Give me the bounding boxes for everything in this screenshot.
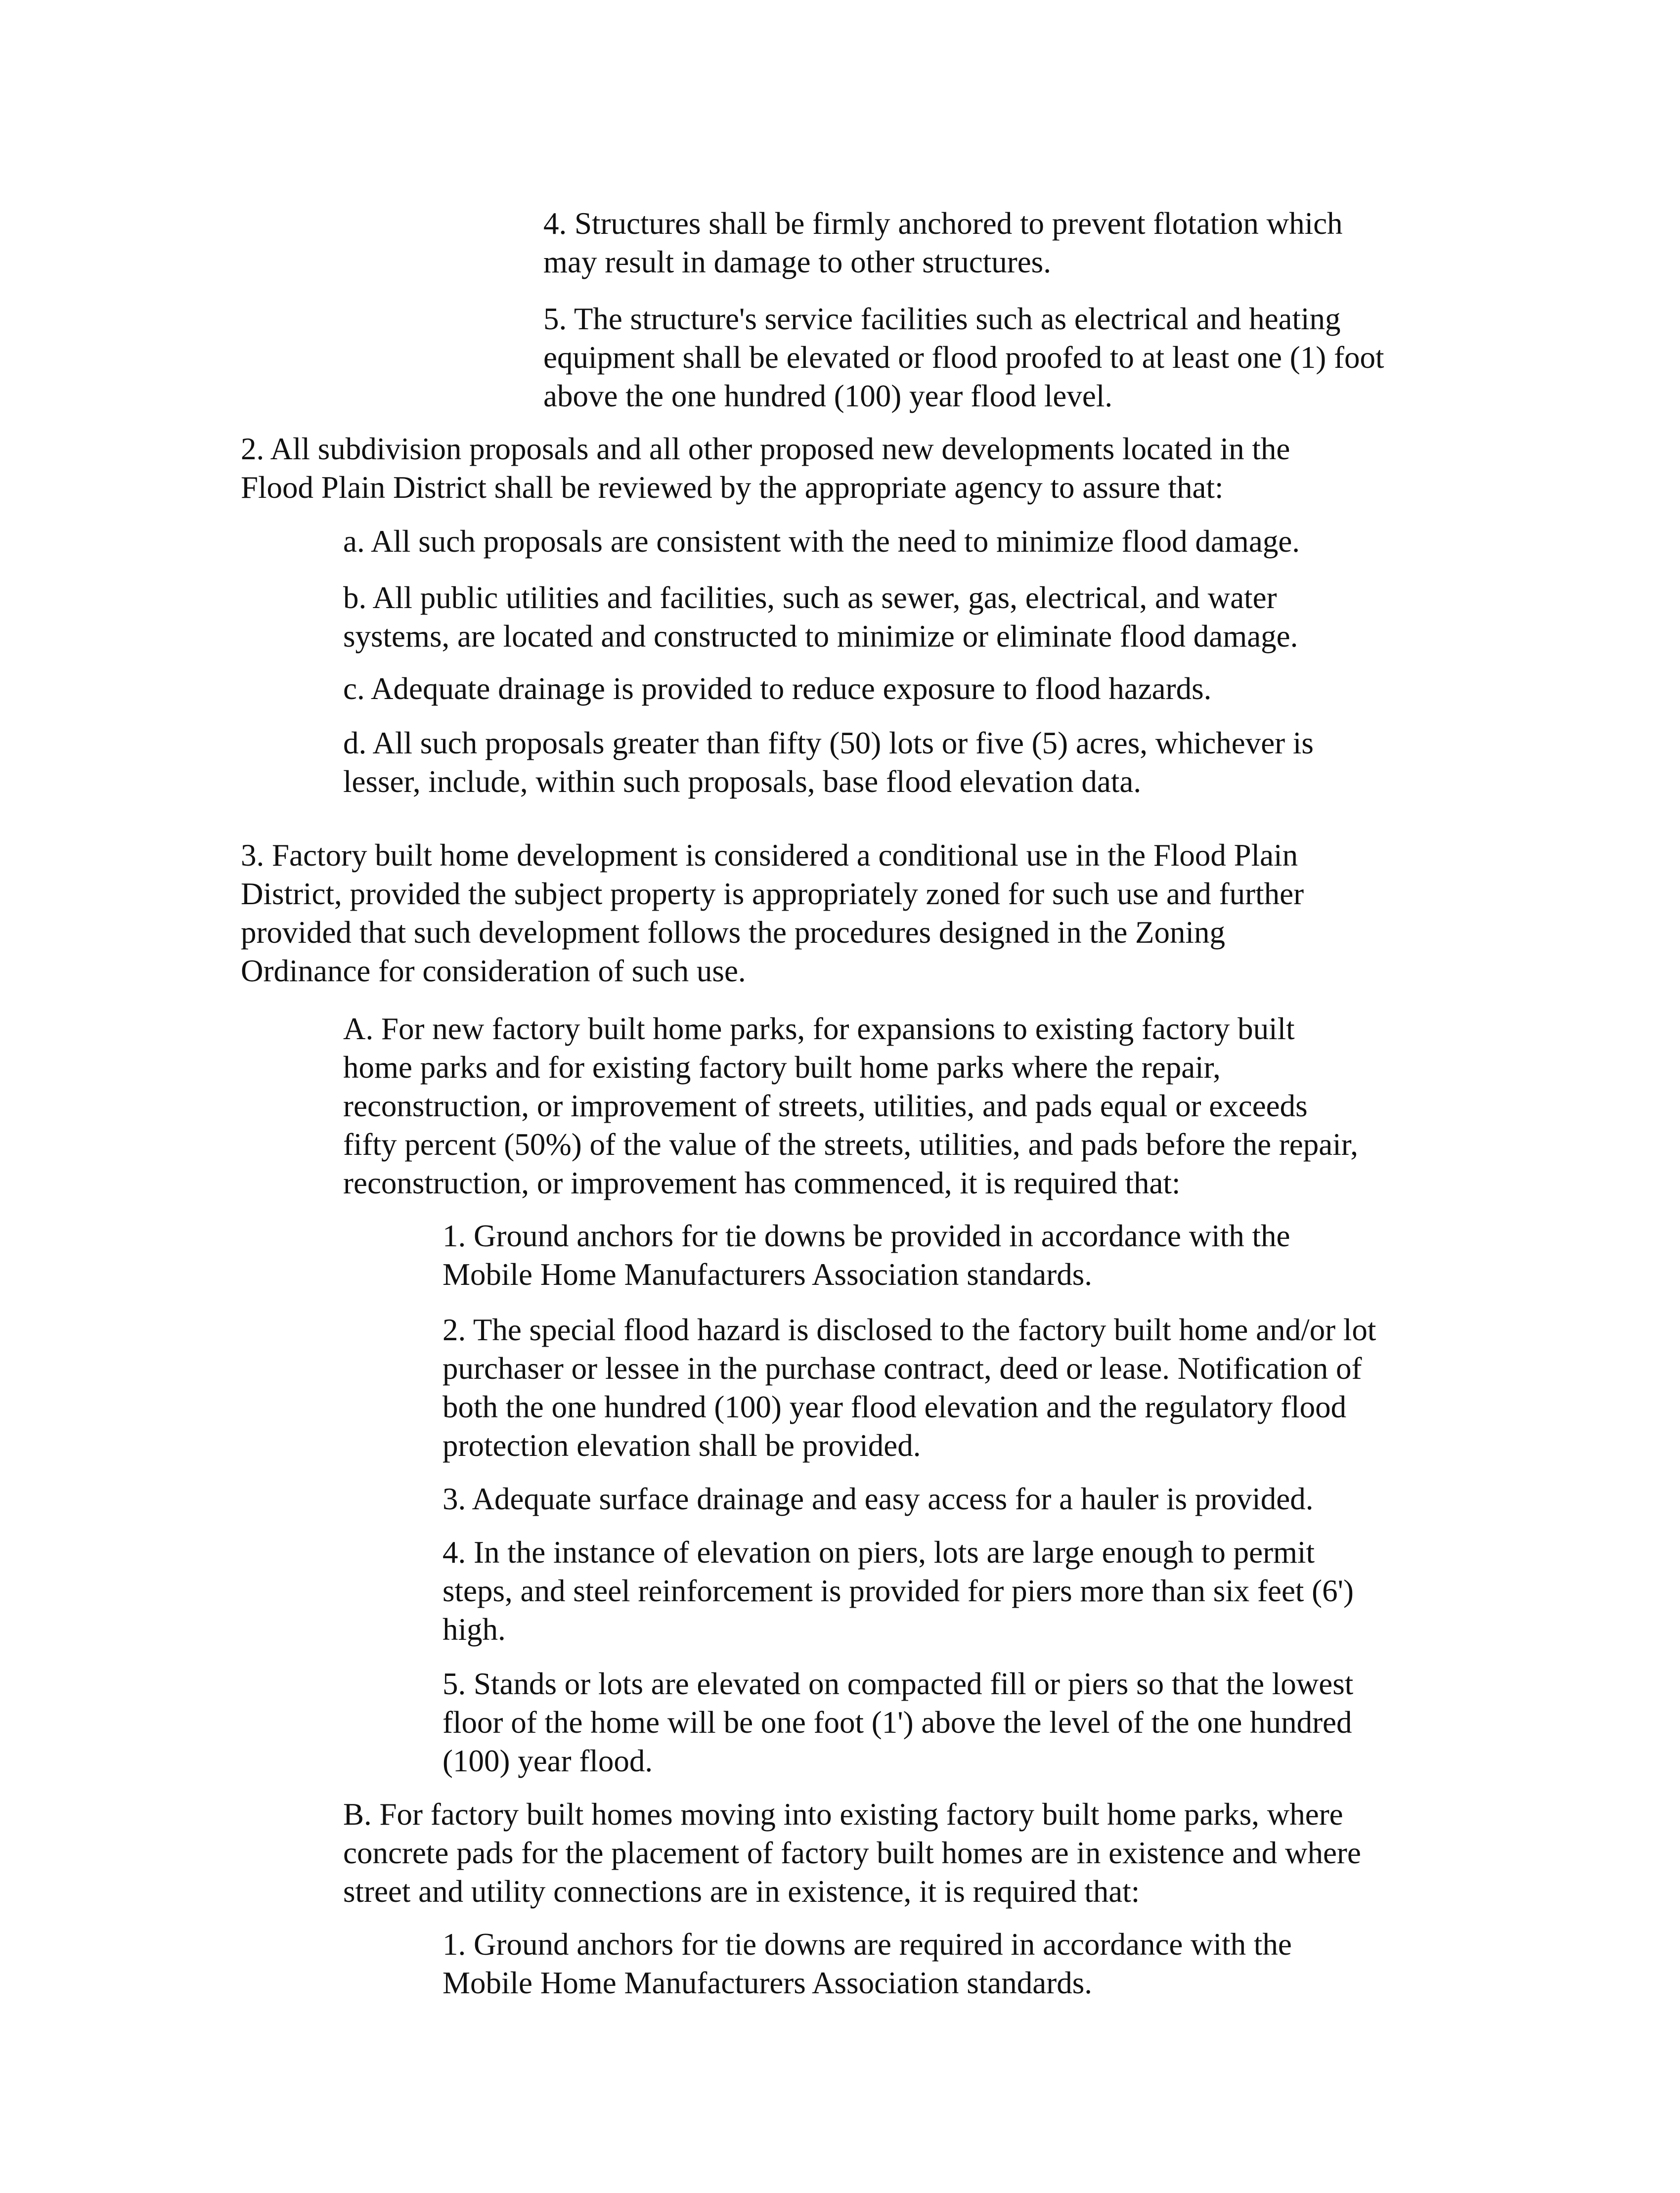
item-A-new-parks (343, 1009, 1358, 1202)
text-line: Flood Plain District shall be reviewed by the appropriate agency to assure that: (241, 470, 1224, 505)
item-A2-flood-hazard-disclosure (442, 1311, 1376, 1465)
text-line: 3. Factory built home development is considered a conditional use in the Flood Plain (241, 838, 1298, 873)
text-line: a. All such proposals are consistent with the need to minimize flood damage. (343, 524, 1300, 559)
text-line: b. All public utilities and facilities, such as sewer, gas, electrical, and water (343, 580, 1277, 615)
text-line: 5. Stands or lots are elevated on compacted fill or piers so that the lowest (442, 1667, 1354, 1701)
text-line: equipment shall be elevated or flood proofed to at least one (1) foot (543, 340, 1384, 375)
text-line: 1. Ground anchors for tie downs are required in accordance with the (442, 1927, 1292, 1962)
item-A1-ground-anchors (442, 1217, 1290, 1294)
text-line: 2. All subdivision proposals and all other proposed new developments located in the (241, 432, 1290, 466)
text-line: home parks and for existing factory built home parks where the repair, (343, 1050, 1221, 1085)
item-d-elevation-data (343, 724, 1314, 801)
text-line: 2. The special flood hazard is disclosed to the factory built home and/or lot (442, 1313, 1376, 1347)
text-line: above the one hundred (100) year flood level. (543, 379, 1113, 413)
text-line: protection elevation shall be provided. (442, 1428, 921, 1463)
text-line: B. For factory built homes moving into existing factory built home parks, where (343, 1797, 1343, 1832)
section-3-factory-built-homes (241, 836, 1304, 990)
text-line: steps, and steel reinforcement is provided for piers more than six feet (6') (442, 1574, 1354, 1608)
section-2-subdivision-proposals (241, 430, 1290, 507)
text-line: Ordinance for consideration of such use. (241, 954, 746, 988)
text-line: systems, are located and constructed to minimize or eliminate flood damage. (343, 619, 1298, 654)
text-line: reconstruction, or improvement of streets, utilities, and pads equal or exceeds (343, 1089, 1308, 1123)
text-line: provided that such development follows the procedures designed in the Zoning (241, 915, 1226, 950)
item-4-structures-anchored (543, 204, 1343, 281)
text-line: d. All such proposals greater than fifty (50) lots or five (5) acres, whichever is (343, 726, 1314, 760)
text-line: c. Adequate drainage is provided to reduce exposure to flood hazards. (343, 671, 1212, 706)
text-line: purchaser or lessee in the purchase contract, deed or lease. Notification of (442, 1351, 1362, 1386)
item-c-drainage (343, 669, 1211, 708)
text-line: Mobile Home Manufacturers Association standards. (442, 1966, 1092, 2000)
item-a-minimize-damage (343, 522, 1300, 561)
item-B1-ground-anchors (442, 1925, 1292, 2002)
text-line: street and utility connections are in existence, it is required that: (343, 1874, 1140, 1909)
text-line: may result in damage to other structures. (543, 245, 1051, 279)
text-line: Mobile Home Manufacturers Association standards. (442, 1257, 1092, 1292)
item-B-existing-parks (343, 1795, 1361, 1911)
item-b-public-utilities (343, 578, 1298, 656)
text-line: 4. Structures shall be firmly anchored to prevent flotation which (543, 206, 1343, 241)
text-line: lesser, include, within such proposals, base flood elevation data. (343, 764, 1142, 799)
item-5-service-facilities (543, 300, 1384, 415)
text-line: 3. Adequate surface drainage and easy access for a hauler is provided. (442, 1482, 1314, 1516)
text-line: floor of the home will be one foot (1') above the level of the one hundred (442, 1705, 1352, 1740)
text-line: 1. Ground anchors for tie downs be provided in accordance with the (442, 1219, 1290, 1253)
text-line: concrete pads for the placement of factory built homes are in existence and where (343, 1836, 1361, 1870)
text-line: 5. The structure's service facilities such as electrical and heating (543, 302, 1341, 336)
text-line: 4. In the instance of elevation on piers, lots are large enough to permit (442, 1535, 1315, 1570)
text-line: reconstruction, or improvement has commenced, it is required that: (343, 1166, 1181, 1200)
text-line: A. For new factory built home parks, for expansions to existing factory built (343, 1011, 1295, 1046)
text-line: District, provided the subject property is appropriately zoned for such use and further (241, 877, 1304, 911)
item-A4-piers (442, 1533, 1354, 1649)
text-line: both the one hundred (100) year flood elevation and the regulatory flood (442, 1390, 1347, 1424)
item-A5-stands-elevated (442, 1665, 1353, 1780)
text-line: (100) year flood. (442, 1744, 653, 1778)
item-A3-surface-drainage (442, 1480, 1313, 1518)
text-line: fifty percent (50%) of the value of the streets, utilities, and pads before the repair, (343, 1127, 1358, 1162)
text-line: high. (442, 1612, 506, 1647)
